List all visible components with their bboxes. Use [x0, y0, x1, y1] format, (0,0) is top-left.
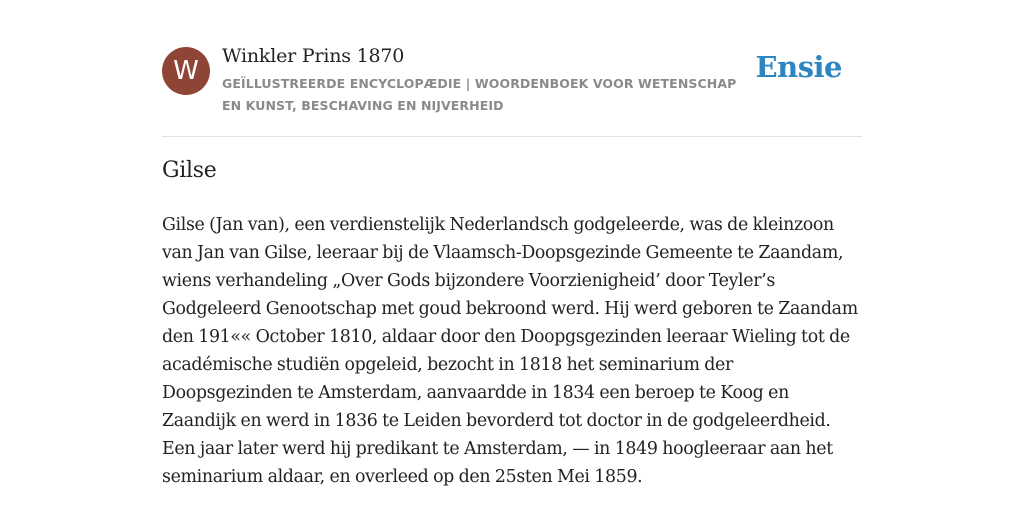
article-title: Gilse [162, 158, 217, 183]
article-body: Gilse (Jan van), een verdienstelijk Nederlandsch godgeleerde, was de kleinzoon van Jan van Gilse, leeraar bij de Vlaamsch-Doopsgezinde Gemeente te Zaandam, wiens verhandeling „Over Gods bijzondere Voorzienigheid’ door Teyler’s Godgeleerd Genootschap met goud bekroond werd. Hij werd geboren te Zaandam den 191«« October 1810, aldaar door den Doopgsgezinden leeraar Wieling tot de académische studiën opgeleid, bezocht in 1818 het seminarium der Doopsgezinden te Amsterdam, aanvaardde in 1834 een beroep te Koog en Zaandijk en werd in 1836 te Leiden bevorderd tot doctor in de godgeleerdheid. Een jaar later werd hij predikant te Amsterdam, — in 1849 hoogleeraar aan het seminarium aldaar, en overleed op den 25sten Mei 1859. [162, 215, 858, 487]
source-title[interactable]: Winkler Prins 1870 [222, 45, 405, 67]
source-subtitle: GEÏLLUSTREERDE ENCYCLOPÆDIE | WOORDENBOEK VOOR WETENSCHAP EN KUNST, BESCHAVING EN NIJVERHEID [222, 76, 737, 113]
source-header [162, 44, 862, 137]
ensie-logo[interactable]: Ensie [755, 50, 842, 84]
source-avatar[interactable]: W [162, 47, 210, 95]
